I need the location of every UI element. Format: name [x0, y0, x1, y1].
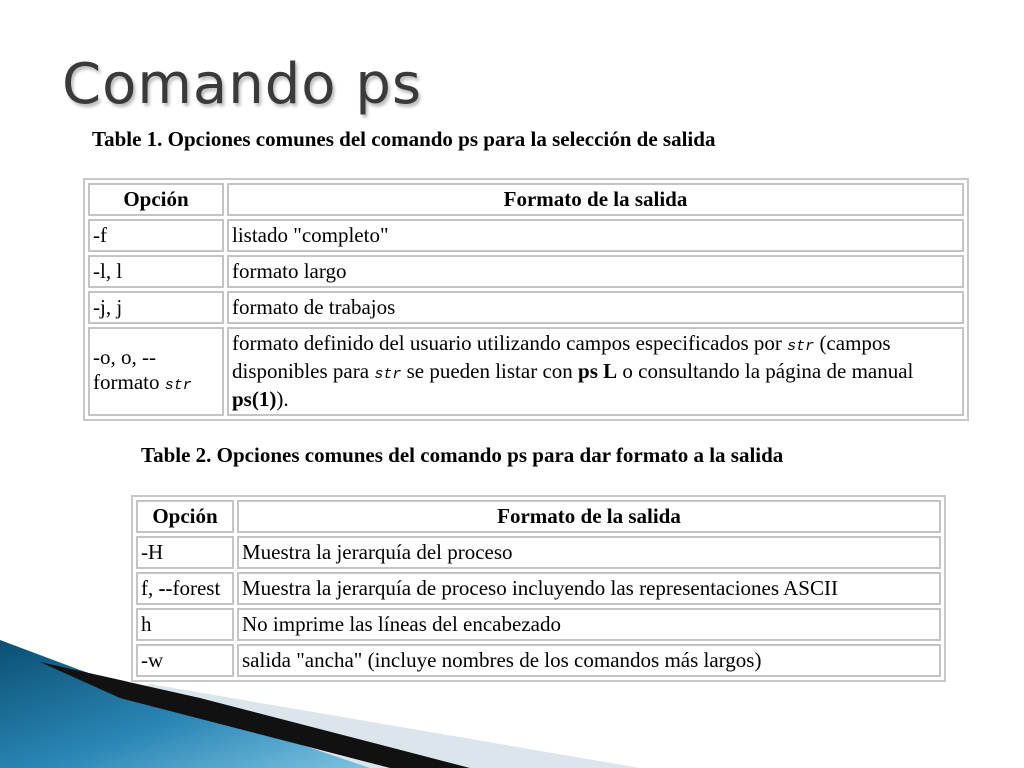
format-cell: formato largo — [227, 255, 964, 288]
format-argument: str — [374, 366, 402, 383]
format-command: ps(1) — [232, 387, 277, 411]
table-row — [136, 536, 941, 569]
format-text: ). — [276, 387, 289, 411]
slide-title: Comando ps — [62, 52, 423, 117]
format-cell: Muestra la jerarquía de proceso incluyendo las representaciones ASCII — [237, 572, 941, 605]
table-row — [88, 291, 964, 324]
option-cell: -H — [136, 536, 234, 569]
option-text: f, — [141, 576, 159, 600]
format-cell: formato de trabajos — [227, 291, 964, 324]
table1-selection-options — [83, 178, 969, 421]
column-header-format: Formato de la salida — [237, 500, 941, 533]
option-text: -o, o, -- — [93, 345, 156, 369]
format-cell: No imprime las líneas del encabezado — [237, 608, 941, 641]
format-cell: salida "ancha" (incluye nombres de los comandos más largos) — [237, 644, 941, 677]
table-row — [88, 327, 964, 416]
table-row — [88, 219, 964, 252]
option-text: -- — [158, 576, 173, 600]
format-text: formato definido del usuario utilizando campos especificados por — [232, 331, 782, 355]
table-header-row — [136, 500, 941, 533]
option-cell: -j, j — [88, 291, 224, 324]
column-header-option: Opción — [88, 183, 224, 216]
table-row — [136, 608, 941, 641]
format-cell: listado "completo" — [227, 219, 964, 252]
format-cell — [227, 327, 964, 416]
format-command: ps L — [578, 359, 618, 383]
option-cell: -w — [136, 644, 234, 677]
format-text: se pueden listar con — [406, 359, 573, 383]
column-header-format: Formato de la salida — [227, 183, 964, 216]
format-text: (campos disponibles para — [232, 331, 891, 383]
format-text: o consultando la página de manual — [622, 359, 914, 383]
table-row — [136, 572, 941, 605]
format-argument: str — [787, 338, 815, 355]
corner-swoosh-decoration — [0, 640, 640, 768]
table-header-row — [88, 183, 964, 216]
option-text: formato — [93, 370, 160, 394]
option-cell: -f — [88, 219, 224, 252]
option-cell: -l, l — [88, 255, 224, 288]
column-header-option: Opción — [136, 500, 234, 533]
table-row — [88, 255, 964, 288]
table1-caption: Table 1. Opciones comunes del comando ps para la selección de salida — [92, 127, 716, 151]
option-argument: str — [164, 377, 192, 394]
option-text: forest — [172, 576, 221, 600]
option-cell — [136, 572, 234, 605]
option-cell: h — [136, 608, 234, 641]
table2-caption: Table 2. Opciones comunes del comando ps para dar formato a la salida — [141, 443, 784, 467]
format-cell: Muestra la jerarquía del proceso — [237, 536, 941, 569]
option-cell — [88, 327, 224, 416]
